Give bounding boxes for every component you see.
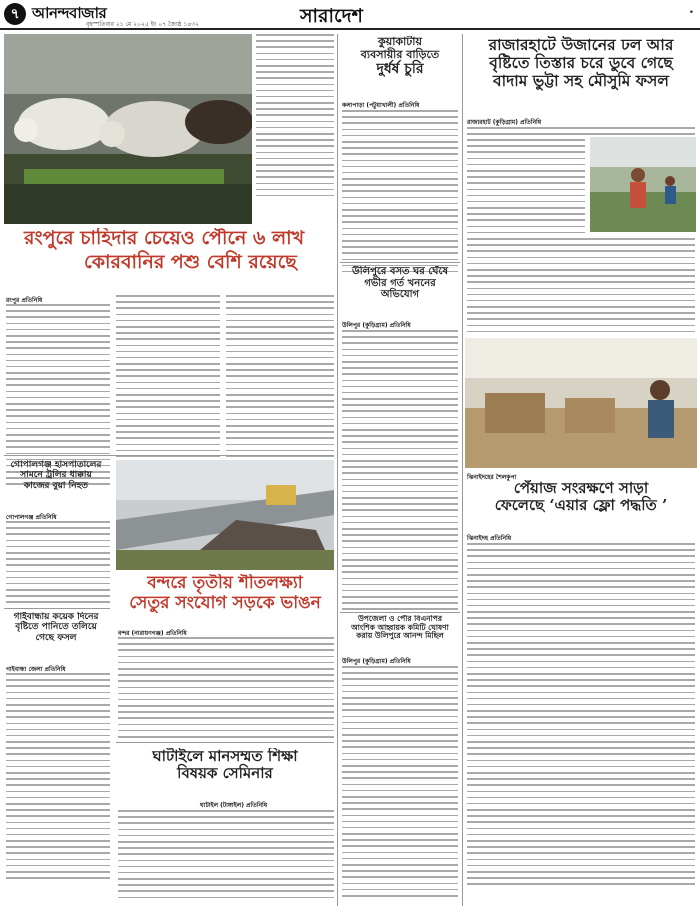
seminar-headline-line-1: ঘাটাইলে মানসম্মত শিক্ষা: [152, 748, 298, 765]
corner-mark: •: [688, 8, 694, 18]
robbery-headline-line-2: ব্যবসায়ীর বাড়িতে: [360, 47, 440, 61]
cattle-body-col-3: [256, 34, 334, 201]
divider: [116, 742, 334, 743]
cattle-body-col-4: [226, 295, 334, 481]
sand-byline: উলিপুর (কুড়িগ্রাম) প্রতিনিধি: [342, 322, 411, 329]
bnp-body: [342, 666, 458, 901]
flood-body-bottom: [467, 238, 695, 337]
robbery-body: [342, 110, 458, 277]
gaibandha-body: [6, 673, 110, 883]
divider: [340, 262, 460, 263]
hospital-headline-line-3: কাজের বুয়া নিহত: [23, 480, 89, 491]
seminar-byline: ঘাটাইল (টাঙ্গাইল) প্রতিনিধি: [200, 802, 268, 809]
flood-headline-line-2: বৃষ্টিতে তিস্তার চরে ডুবে গেছে: [489, 52, 673, 72]
onion-photo: [465, 338, 697, 468]
cattle-photo-image: [4, 34, 252, 224]
newspaper-logo: আনন্দবাজার: [32, 4, 107, 22]
bridge-headline-line-1: বন্দরে তৃতীয় শীতলক্ষ্যা: [147, 574, 303, 593]
flood-headline-line-1: রাজারহাটে উজানের ঢল আর: [488, 36, 674, 54]
seminar-headline-block: [116, 748, 334, 796]
gaibandha-headline-block: [4, 612, 108, 662]
gaibandha-headline-line-2: বৃষ্টিতে পানিতে তলিয়ে: [15, 622, 97, 633]
flood-headline-line-3: বাদাম ভুট্টা সহ মৌসুমি ফসল: [493, 70, 669, 90]
section-title: সারাদেশ: [300, 5, 363, 27]
cattle-headline-line-2: কোরবানির পশু বেশি রয়েছে: [84, 250, 297, 273]
flood-body-left: [467, 139, 585, 250]
hospital-byline: গোপালগঞ্জ প্রতিনিধি: [6, 514, 57, 521]
bnp-byline: উলিপুর (কুড়িগ্রাম) প্রতিনিধি: [342, 658, 411, 665]
sand-headline-block: [340, 266, 460, 316]
bridge-headline-line-2: সেতুর সংযোগ সড়কে ভাঙন: [129, 592, 321, 613]
onion-headline-line-1: পেঁয়াজ সংরক্ষণে সাড়া: [513, 480, 649, 497]
bridge-photo: [116, 460, 334, 570]
flood-photo-image: [590, 137, 696, 232]
onion-headline-line-2: ফেলেছে ‘এয়ার ফ্লো পদ্ধতি ’: [494, 496, 668, 515]
divider: [4, 608, 110, 609]
column-divider: [462, 34, 463, 906]
onion-body: [467, 543, 695, 890]
gaibandha-headline-line-1: গাইবান্ধায় কয়েক দিনের: [13, 612, 99, 622]
onion-kicker: ঝিনাইদহের শৈলকুপা: [467, 474, 517, 481]
cattle-byline: রংপুর প্রতিনিধি: [6, 297, 43, 304]
robbery-byline: কলাপাড়া (পটুয়াখালী) প্রতিনিধি: [342, 102, 420, 109]
gaibandha-headline-line-3: গেছে ফসল: [35, 632, 77, 643]
sand-headline-line-3: অভিযোগ: [380, 289, 420, 300]
flood-headline-block: [465, 36, 697, 114]
onion-byline: ঝিনাইদহ প্রতিনিধি: [467, 535, 512, 542]
bnp-headline-line-3: করায় উলিপুরে আনন্দ মিছিল: [356, 631, 444, 641]
hospital-headline-line-2: সামনে ট্রলির ধাক্কায়: [20, 470, 92, 481]
hospital-body: [6, 521, 110, 614]
seminar-headline-line-2: বিষয়ক সেমিনার: [177, 764, 273, 783]
hospital-headline-block: [4, 460, 108, 510]
robbery-headline-block: [340, 36, 460, 96]
cattle-photo: [4, 34, 252, 224]
seminar-body: [118, 810, 334, 903]
bridge-body: [118, 637, 334, 742]
dateline: বৃহস্পতিবার ২১ মে ২০২৫ ইং ০৭ জ্যৈষ্ঠ ১৪৩২: [86, 21, 200, 28]
bridge-byline: বন্দর (নারায়ণগঞ্জ) প্রতিনিধি: [118, 630, 187, 637]
divider: [4, 455, 334, 456]
onion-headline-block: [465, 480, 697, 530]
robbery-headline-line-3: দুর্ধর্ষ চুরি: [376, 61, 424, 78]
gaibandha-byline: গাইবান্ধা জেলা প্রতিনিধি: [6, 666, 66, 673]
flood-byline: রাজারহাট (কুড়িগ্রাম) প্রতিনিধি: [467, 119, 542, 126]
robbery-headline-line-1: কুয়াকাটায়: [378, 36, 422, 48]
column-divider: [337, 34, 338, 906]
sand-headline-line-2: গভীর গর্ত খননের: [364, 277, 436, 289]
cattle-headline-block: [4, 228, 334, 288]
cattle-body-col-2: [116, 295, 220, 481]
divider: [340, 612, 460, 613]
onion-photo-image: [465, 338, 697, 468]
sand-body: [342, 330, 458, 615]
sand-headline-line-1: উলিপুরে বসত ঘর ঘেঁষে: [352, 266, 448, 277]
masthead: [0, 0, 700, 30]
bnp-headline-line-2: আংশিক আহ্বায়ক কমিটি ঘোষণা: [351, 622, 449, 632]
page-number: ৭: [4, 3, 26, 25]
bridge-photo-image: [116, 460, 334, 570]
bnp-headline-block: [340, 615, 460, 659]
flood-photo: [590, 137, 696, 232]
hospital-headline-line-1: গোপালগঞ্জ হাসপাতালের: [10, 460, 102, 470]
bnp-headline-line-1: উপজেলা ও পৌর বিএনপির: [357, 615, 443, 623]
bridge-headline-block: [116, 574, 334, 624]
cattle-headline-line-1: রংপুরে চাহিদার চেয়েও পৌনে ৬ লাখ: [24, 228, 305, 249]
